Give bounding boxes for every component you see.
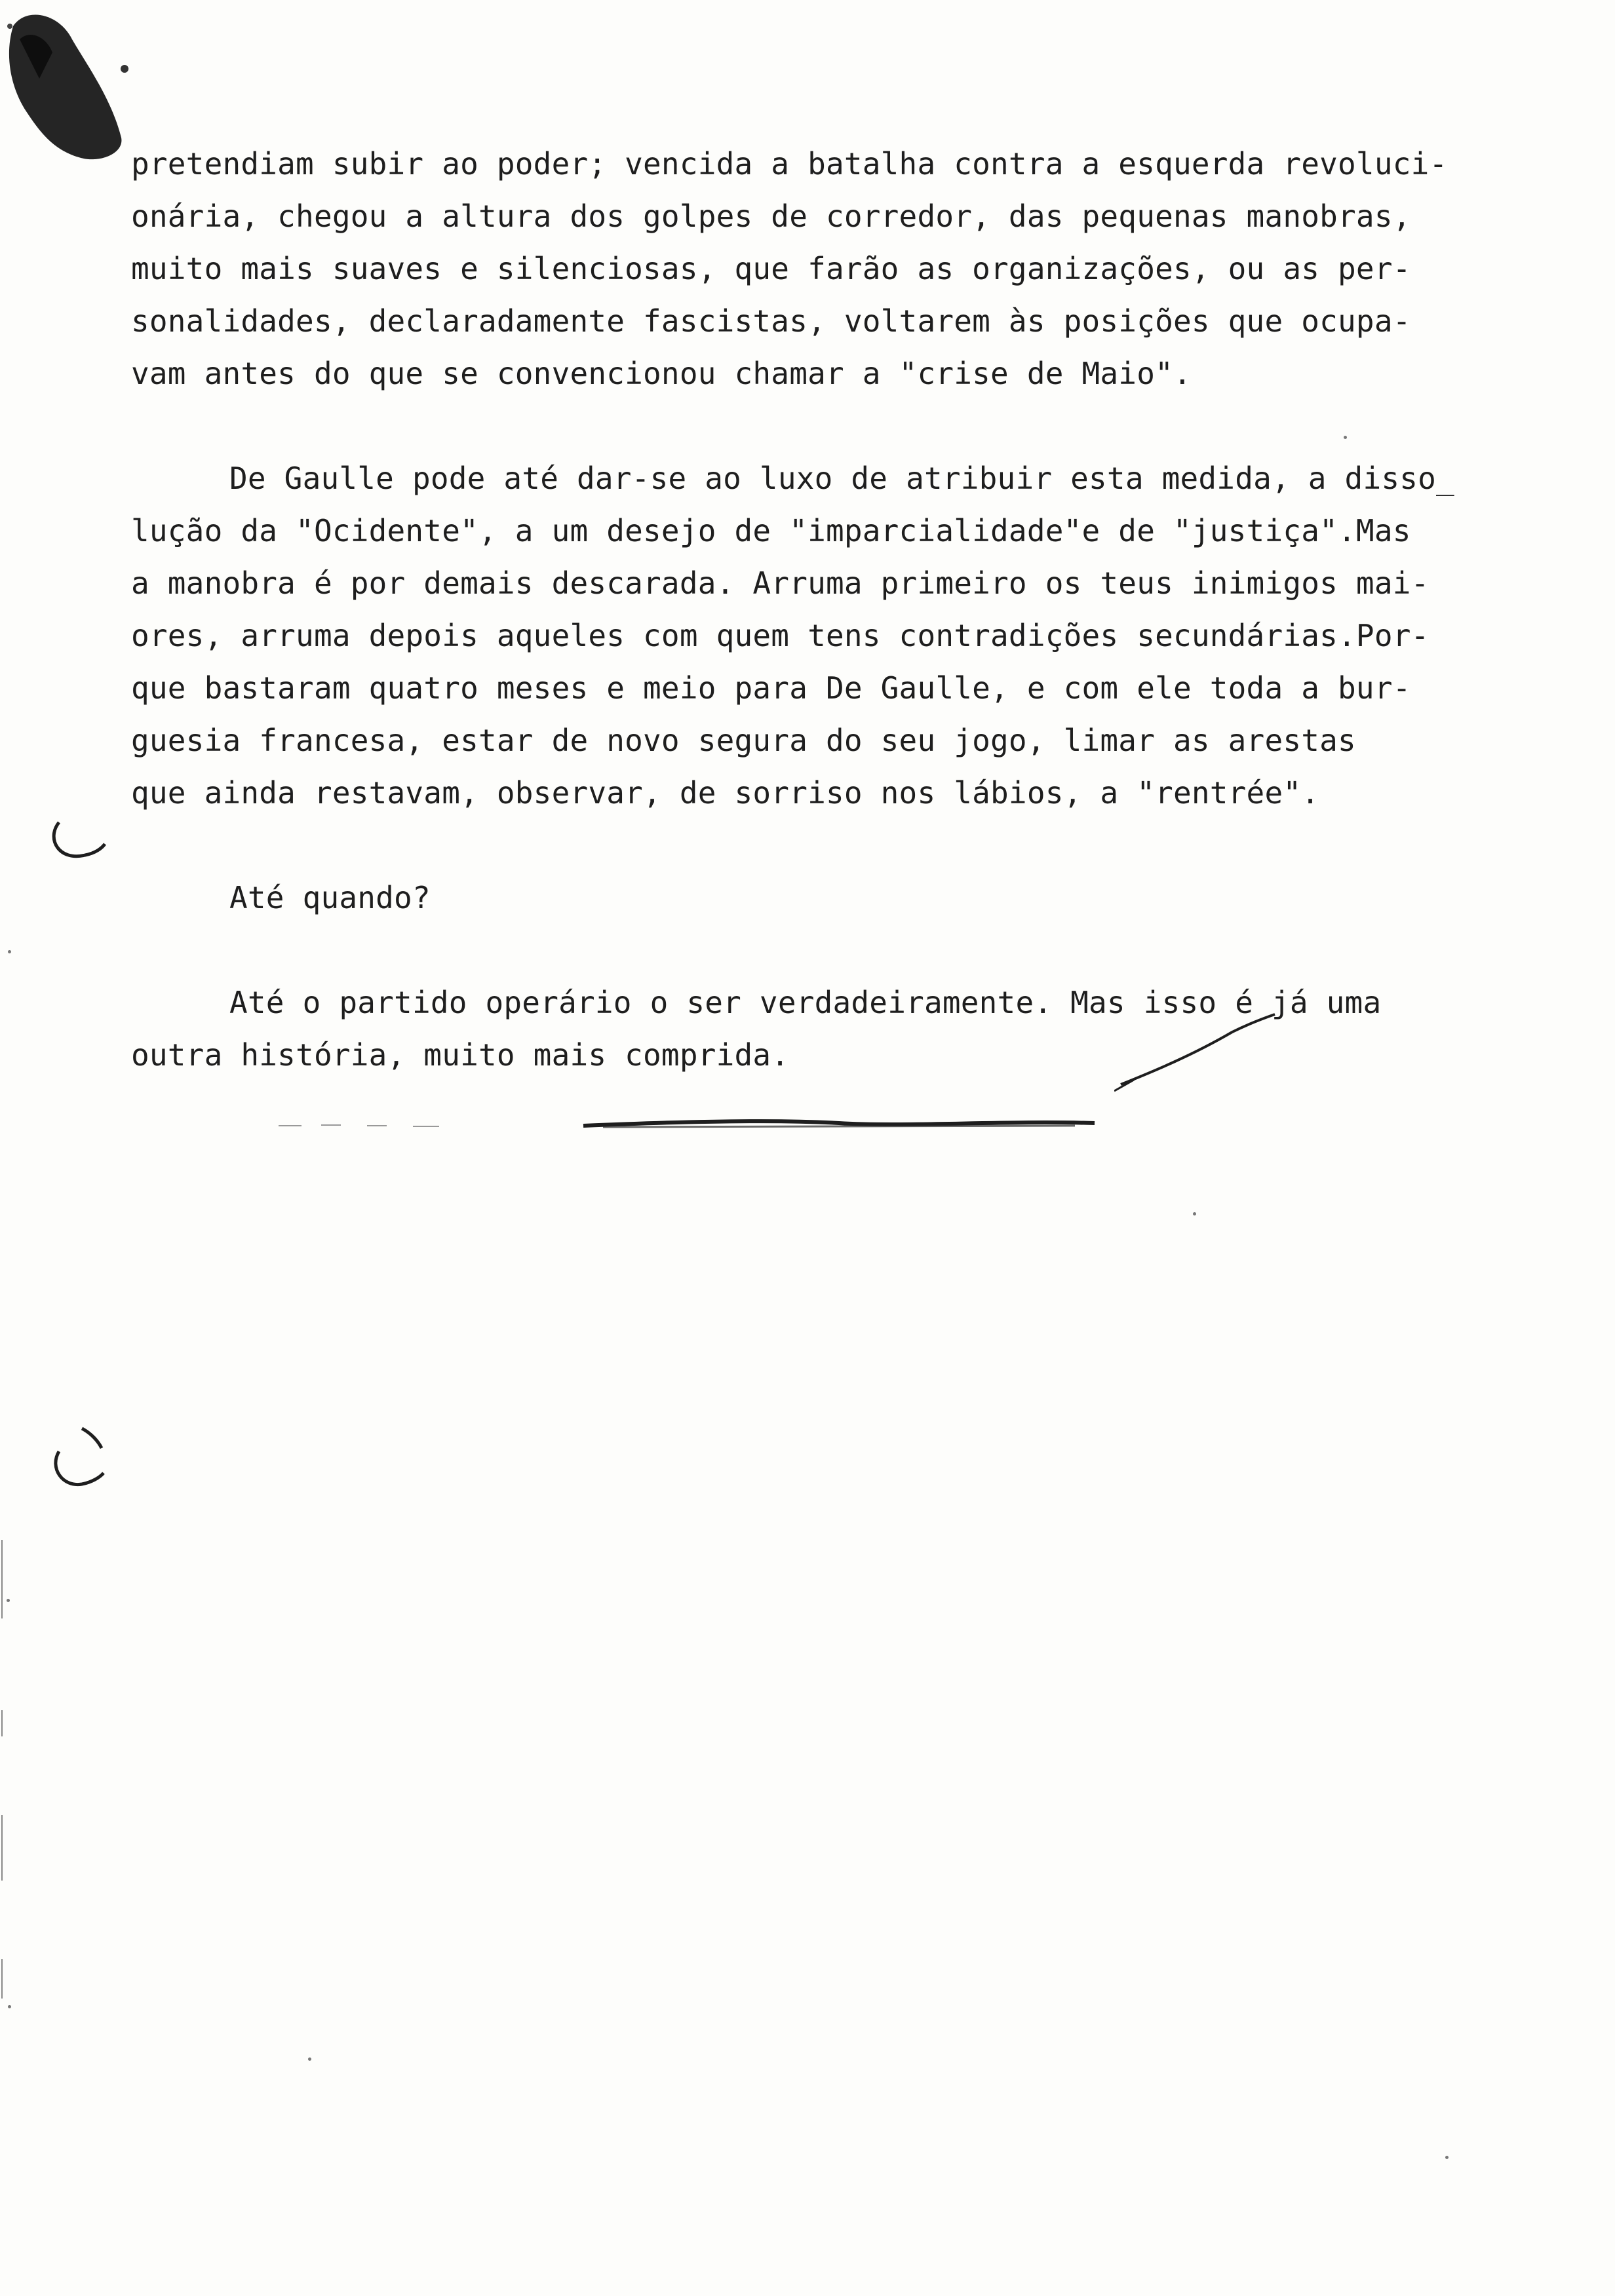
- speck: [8, 950, 11, 953]
- paragraph-2-line-5: que bastaram quatro meses e meio para De Gaulle, e com ele toda a bur-: [131, 670, 1411, 706]
- paragraph-2-line-6: guesia francesa, estar de novo segura do seu jogo, limar as arestas: [131, 723, 1356, 758]
- speck: [1193, 1212, 1196, 1215]
- paragraph-3-line-1: Até quando?: [229, 880, 431, 915]
- speck: [1445, 2156, 1449, 2159]
- closing-rule-icon: [577, 1114, 1101, 1134]
- paragraph-2-line-1: De Gaulle pode até dar-se ao luxo de atribuir esta medida, a disso_: [229, 461, 1454, 496]
- paragraph-2-line-4: ores, arruma depois aqueles com quem tens contradições secundárias.Por-: [131, 618, 1430, 653]
- paragraph-2-line-3: a manobra é por demais descarada. Arruma primeiro os teus inimigos mai-: [131, 565, 1430, 601]
- paragraph-1-line-5: vam antes do que se convencionou chamar a "crise de Maio".: [131, 356, 1192, 391]
- faint-dashes-icon: [275, 1119, 472, 1132]
- paragraph-1-line-3: muito mais suaves e silenciosas, que farão as organizações, ou as per-: [131, 251, 1411, 286]
- speck: [8, 2005, 11, 2008]
- punch-hole-top-icon: [39, 813, 111, 871]
- paragraph-1-line-4: sonalidades, declaradamente fascistas, voltarem às posições que ocupa-: [131, 303, 1411, 339]
- left-edge-noise-icon: [0, 1540, 4, 2130]
- speck: [7, 1599, 10, 1602]
- paragraph-4-line-2: outra história, muito mais comprida.: [131, 1037, 790, 1073]
- pen-stroke-icon: [1114, 1009, 1285, 1094]
- punch-hole-bottom-icon: [39, 1422, 118, 1494]
- speck: [1344, 436, 1347, 439]
- paragraph-1-line-2: onária, chegou a altura dos golpes de corredor, das pequenas manobras,: [131, 199, 1411, 234]
- paragraph-1-line-1: pretendiam subir ao poder; vencida a batalha contra a esquerda revoluci-: [131, 146, 1448, 182]
- paragraph-4-line-1: Até o partido operário o ser verdadeiramente. Mas isso é já uma: [229, 985, 1382, 1020]
- paragraph-2-line-7: que ainda restavam, observar, de sorriso nos lábios, a "rentrée".: [131, 775, 1320, 811]
- speck: [308, 2057, 311, 2061]
- paragraph-2-line-2: lução da "Ocidente", a um desejo de "imparcialidade"e de "justiça".Mas: [131, 513, 1411, 548]
